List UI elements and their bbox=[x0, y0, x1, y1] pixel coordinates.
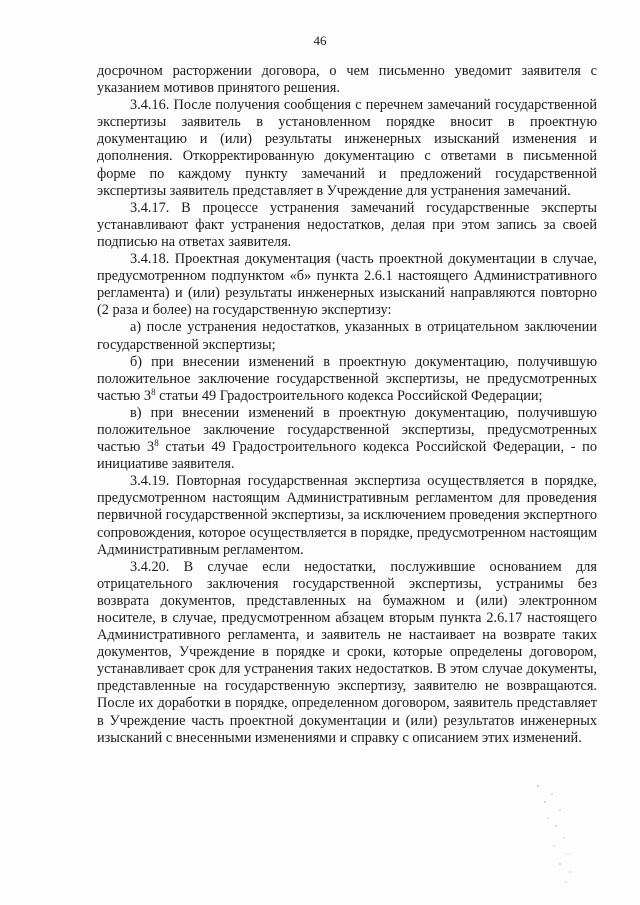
list-item-b-text: б) при внесении изменений в проектную документацию, получившую положительное заключение государственной экспертизы, не предусмотренных частью 3 bbox=[97, 353, 597, 404]
superscript-8: 8 bbox=[151, 386, 156, 397]
list-item-v-tail: статьи 49 Градостроительного кодекса Российской Федерации, - по инициативе заявителя. bbox=[97, 439, 597, 473]
list-item-v bbox=[97, 405, 597, 473]
paragraph-3-4-18: 3.4.18. Проектная документация (часть проектной документации в случае, предусмотренном подпунктом «б» пункта 2.6.1 настоящего Административного регламента) и (или) результаты инженерных изысканий направляются повторно (2 раза и более) на государственную экспертизу: bbox=[97, 251, 597, 319]
list-item-b-tail: статьи 49 Градостроительного кодекса Российской Федерации; bbox=[155, 387, 543, 404]
paragraph-3-4-20: 3.4.20. В случае если недостатки, послужившие основанием для отрицательного заключения государственной экспертизы, устранимы без возврата документов, представленных на бумажном и (или) электронном носителе, в случае, предусмотренном абзацем вторым пункта 2.6.17 настоящего Административного регламента, и заявитель не настаивает на возврате таких документов, Учреждение в порядке и сроки, которые определены договором, устанавливает срок для устранения таких недостатков. В этом случае документы, представленные на государственную экспертизу, заявителю не возвращаются. После их доработки в порядке, определенном договором, заявитель представляет в Учреждение часть проектной документации и (или) результатов инженерных изысканий с внесенными изменениями и справку с описанием этих изменений. bbox=[97, 558, 597, 746]
paragraph-3-4-17: 3.4.17. В процессе устранения замечаний государственные эксперты устанавливают факт устранения недостатков, делая при этом запись за своей подписью на ответах заявителя. bbox=[97, 199, 597, 250]
list-item-a: а) после устранения недостатков, указанных в отрицательном заключении государственной экспертизы; bbox=[97, 319, 597, 353]
document-body bbox=[97, 63, 597, 747]
paragraph-3-4-16: 3.4.16. После получения сообщения с перечнем замечаний государственной экспертизы заявитель в установленном порядке вносит в проектную документацию и (или) результаты инженерных изысканий изменения и дополнения. Откорректированную документацию с ответами в письменной форме по каждому пункту замечаний и предложений государственной экспертизы заявитель представляет в Учреждение для устранения замечаний. bbox=[97, 97, 597, 199]
scan-noise bbox=[530, 780, 600, 890]
list-item-b bbox=[97, 354, 597, 405]
list-item-v-text: в) при внесении изменений в проектную документацию, получившую положительное заключение государственной экспертизы, предусмотренных частью 3 bbox=[97, 404, 597, 456]
paragraph-continuation: досрочном расторжении договора, о чем письменно уведомит заявителя с указанием мотивов принятого решения. bbox=[97, 63, 597, 97]
superscript-8: 8 bbox=[154, 438, 159, 449]
page-number: 46 bbox=[313, 33, 327, 48]
paragraph-3-4-19: 3.4.19. Повторная государственная экспертиза осуществляется в порядке, предусмотренном настоящим Административным регламентом для проведения первичной государственной экспертизы, за исключением проведения экспертного сопровождения, которое осуществляется в порядке, предусмотренном настоящим Административным регламентом. bbox=[97, 473, 597, 558]
